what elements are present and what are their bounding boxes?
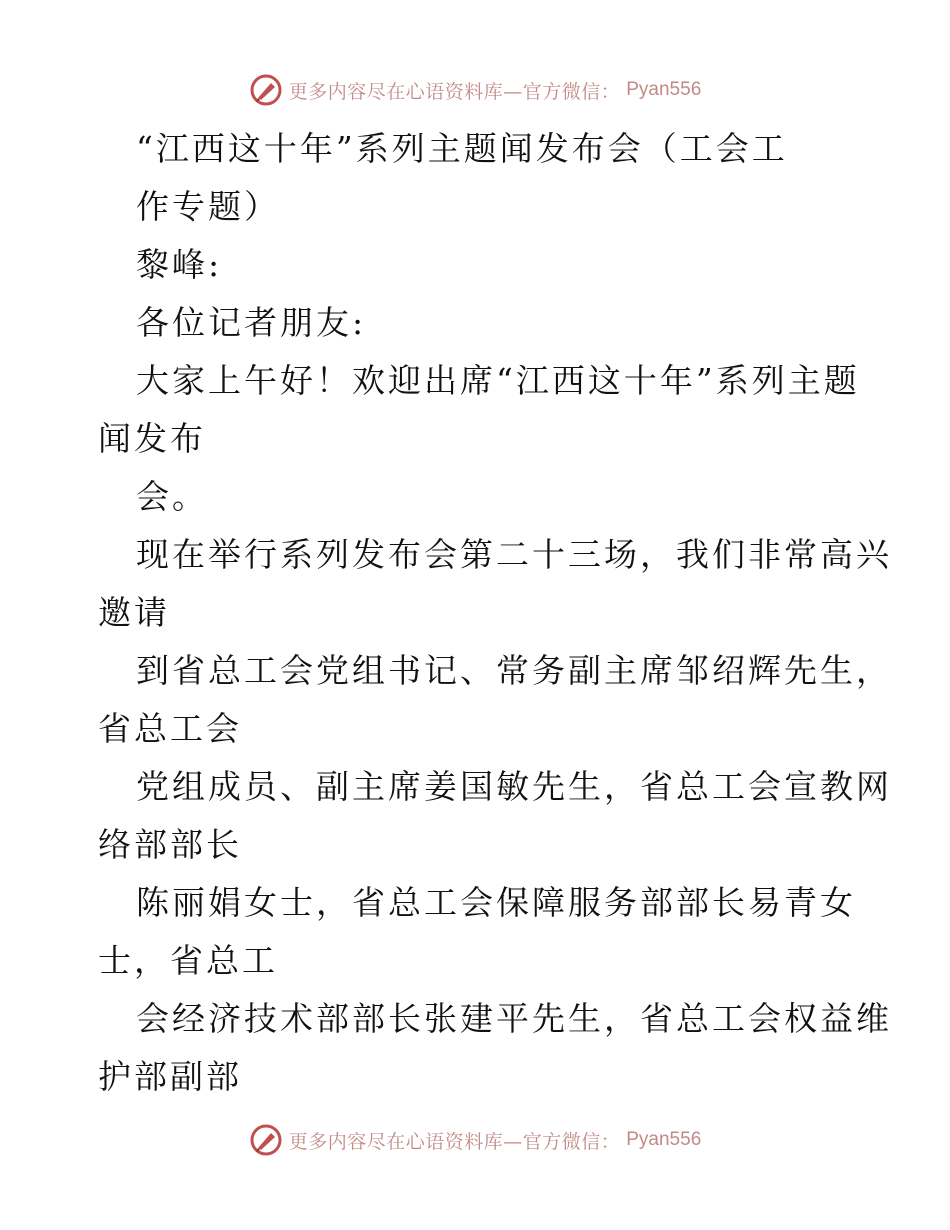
text-line: 护部副部 [98, 1057, 242, 1096]
text-line: “江西这十年”系列主题闻发布会（工会工 [136, 129, 788, 168]
text-line: 络部部长 [98, 825, 242, 864]
watermark-text: 更多内容尽在心语资料库—官方微信： [288, 1130, 621, 1153]
text-line: 士，省总工 [98, 941, 278, 980]
header-watermark [0, 70, 950, 110]
text-line: 会。 [136, 477, 208, 516]
footer-watermark [0, 1120, 950, 1160]
text-line: 陈丽娟女士，省总工会保障服务部部长易青女 [136, 883, 856, 922]
text-line: 省总工会 [98, 709, 242, 748]
text-line: 党组成员、副主席姜国敏先生，省总工会宣教网 [136, 767, 892, 806]
watermark-text: 更多内容尽在心语资料库—官方微信： [288, 80, 621, 103]
text-line: 现在举行系列发布会第二十三场，我们非常高兴 [136, 535, 892, 574]
text-line: 到省总工会党组书记、常务副主席邹绍辉先生， [136, 651, 892, 690]
text-line: 邀请 [98, 593, 170, 632]
watermark-wechat-id: Pyan556 [626, 1129, 702, 1150]
text-line: 大家上午好！欢迎出席“江西这十年”系列主题 [136, 361, 860, 400]
watermark-wechat-id: Pyan556 [626, 79, 702, 100]
text-line: 作专题） [136, 187, 280, 226]
text-line: 闻发布 [98, 419, 206, 458]
text-line: 各位记者朋友: [136, 303, 367, 342]
document-body [98, 120, 892, 1106]
pen-nib-circle-logo-icon [249, 73, 283, 107]
text-line: 黎峰: [136, 245, 223, 284]
text-line: 会经济技术部部长张建平先生，省总工会权益维 [136, 999, 892, 1038]
pen-nib-circle-logo-icon [249, 1123, 283, 1157]
